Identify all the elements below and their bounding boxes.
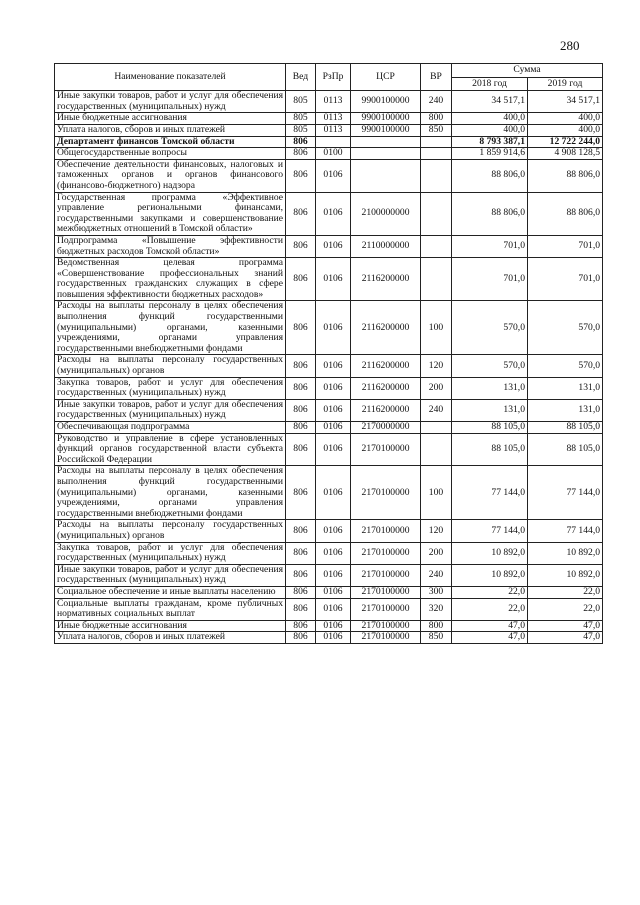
table-row [55,422,603,434]
row-sum-2018: 1 859 914,6 [452,148,528,160]
row-csr: 2170100000 [351,620,421,632]
row-sum-2019: 47,0 [528,620,603,632]
row-vr: 120 [421,520,452,542]
page-number: 280 [560,38,580,53]
row-vr [421,159,452,192]
row-vr: 100 [421,466,452,520]
row-vr: 240 [421,564,452,586]
row-name: Ведомственная целевая программа «Совершенствование профессиональных знаний государственных гражданских служащих в сфере повышения эффективности бюджетных расходов» [55,258,286,301]
row-rzpr: 0106 [316,377,351,399]
table-row [55,586,603,598]
row-vr: 850 [421,124,452,136]
row-name: Расходы на выплаты персоналу в целях обеспечения выполнения функций государственными (муниципальными) органами, казенными учреждениями, органами управления государственными внебюджетными фондами [55,466,286,520]
row-ved: 806 [286,148,316,160]
table-row [55,301,603,355]
row-vr: 320 [421,598,452,620]
row-csr: 2170100000 [351,466,421,520]
row-ved: 806 [286,355,316,377]
row-csr: 2116200000 [351,399,421,421]
row-vr [421,433,452,466]
row-vr: 300 [421,586,452,598]
header-ved: Вед [286,64,316,91]
row-name: Уплата налогов, сборов и иных платежей [55,632,286,644]
row-csr: 2100000000 [351,192,421,235]
row-ved: 806 [286,632,316,644]
row-rzpr [316,136,351,148]
table-row [55,598,603,620]
row-vr: 240 [421,399,452,421]
row-vr: 100 [421,301,452,355]
row-sum-2019: 10 892,0 [528,542,603,564]
table-row [55,620,603,632]
row-ved: 806 [286,586,316,598]
table-row [55,124,603,136]
table-row [55,377,603,399]
table-row [55,466,603,520]
row-rzpr: 0106 [316,159,351,192]
row-rzpr: 0106 [316,433,351,466]
row-sum-2019: 88 105,0 [528,433,603,466]
row-sum-2018: 8 793 387,1 [452,136,528,148]
row-ved: 805 [286,124,316,136]
row-sum-2019: 22,0 [528,598,603,620]
row-sum-2019: 4 908 128,5 [528,148,603,160]
row-sum-2019: 400,0 [528,113,603,125]
row-name: Иные закупки товаров, работ и услуг для обеспечения государственных (муниципальных) нужд [55,564,286,586]
row-sum-2018: 701,0 [452,258,528,301]
row-sum-2018: 22,0 [452,598,528,620]
row-name: Закупка товаров, работ и услуг для обеспечения государственных (муниципальных) нужд [55,377,286,399]
row-rzpr: 0106 [316,520,351,542]
table-row [55,113,603,125]
table-row [55,136,603,148]
row-sum-2018: 88 806,0 [452,159,528,192]
row-ved: 805 [286,113,316,125]
table-row [55,91,603,113]
row-rzpr: 0113 [316,124,351,136]
row-ved: 806 [286,520,316,542]
row-csr: 2116200000 [351,377,421,399]
row-name: Социальные выплаты гражданам, кроме публичных нормативных социальных выплат [55,598,286,620]
row-ved: 806 [286,422,316,434]
table-body [55,91,603,644]
row-sum-2018: 400,0 [452,113,528,125]
row-vr: 850 [421,632,452,644]
row-sum-2018: 88 105,0 [452,433,528,466]
row-rzpr: 0113 [316,91,351,113]
row-vr: 120 [421,355,452,377]
table-row [55,148,603,160]
row-csr: 2116200000 [351,301,421,355]
row-csr: 9900100000 [351,124,421,136]
row-name: Иные бюджетные ассигнования [55,620,286,632]
row-rzpr: 0106 [316,399,351,421]
row-sum-2019: 701,0 [528,258,603,301]
row-sum-2018: 47,0 [452,632,528,644]
row-vr: 240 [421,91,452,113]
row-ved: 806 [286,258,316,301]
header-2019: 2019 год [528,77,603,91]
row-csr [351,148,421,160]
table-row [55,192,603,235]
table-row [55,159,603,192]
row-sum-2018: 77 144,0 [452,466,528,520]
row-ved: 806 [286,598,316,620]
row-ved: 806 [286,466,316,520]
row-rzpr: 0106 [316,466,351,520]
row-csr: 2110000000 [351,235,421,257]
row-vr [421,148,452,160]
row-sum-2018: 131,0 [452,377,528,399]
row-sum-2019: 77 144,0 [528,466,603,520]
row-name: Иные закупки товаров, работ и услуг для обеспечения государственных (муниципальных) нужд [55,399,286,421]
row-sum-2019: 701,0 [528,235,603,257]
budget-table [54,63,603,644]
row-rzpr: 0106 [316,422,351,434]
row-name: Общегосударственные вопросы [55,148,286,160]
row-vr [421,136,452,148]
table-row [55,632,603,644]
row-sum-2019: 22,0 [528,586,603,598]
row-sum-2018: 34 517,1 [452,91,528,113]
row-ved: 806 [286,136,316,148]
row-sum-2018: 88 806,0 [452,192,528,235]
row-name: Департамент финансов Томской области [55,136,286,148]
row-vr: 800 [421,620,452,632]
row-name: Обеспечение деятельности финансовых, налоговых и таможенных органов и органов финансового (финансово-бюджетного) надзора [55,159,286,192]
row-rzpr: 0106 [316,586,351,598]
row-vr: 200 [421,377,452,399]
row-sum-2018: 10 892,0 [452,564,528,586]
row-sum-2018: 77 144,0 [452,520,528,542]
row-ved: 806 [286,159,316,192]
row-sum-2018: 10 892,0 [452,542,528,564]
header-2018: 2018 год [452,77,528,91]
row-rzpr: 0106 [316,620,351,632]
row-sum-2019: 88 105,0 [528,422,603,434]
row-sum-2018: 570,0 [452,355,528,377]
row-ved: 806 [286,301,316,355]
row-csr: 2170100000 [351,520,421,542]
row-name: Закупка товаров, работ и услуг для обеспечения государственных (муниципальных) нужд [55,542,286,564]
row-name: Обеспечивающая подпрограмма [55,422,286,434]
row-sum-2018: 400,0 [452,124,528,136]
row-csr [351,136,421,148]
row-csr: 2170000000 [351,422,421,434]
row-ved: 806 [286,399,316,421]
row-sum-2019: 12 722 244,0 [528,136,603,148]
row-name: Иные закупки товаров, работ и услуг для обеспечения государственных (муниципальных) нужд [55,91,286,113]
row-ved: 805 [286,91,316,113]
table-row [55,564,603,586]
table-row [55,399,603,421]
row-rzpr: 0106 [316,542,351,564]
row-sum-2018: 47,0 [452,620,528,632]
row-rzpr: 0106 [316,564,351,586]
row-sum-2019: 131,0 [528,399,603,421]
row-sum-2019: 34 517,1 [528,91,603,113]
row-vr: 800 [421,113,452,125]
row-sum-2019: 88 806,0 [528,159,603,192]
row-vr [421,422,452,434]
table-row [55,520,603,542]
row-csr: 2170100000 [351,632,421,644]
row-sum-2018: 701,0 [452,235,528,257]
row-rzpr: 0100 [316,148,351,160]
row-ved: 806 [286,192,316,235]
row-csr: 9900100000 [351,91,421,113]
header-rzpr: РзПр [316,64,351,91]
row-csr: 2170100000 [351,564,421,586]
row-sum-2018: 131,0 [452,399,528,421]
row-name: Расходы на выплаты персоналу государственных (муниципальных) органов [55,520,286,542]
row-sum-2019: 10 892,0 [528,564,603,586]
row-vr: 200 [421,542,452,564]
row-name: Расходы на выплаты персоналу государственных (муниципальных) органов [55,355,286,377]
row-sum-2019: 77 144,0 [528,520,603,542]
row-csr: 2116200000 [351,258,421,301]
row-vr [421,192,452,235]
row-sum-2019: 570,0 [528,301,603,355]
row-csr: 2170100000 [351,433,421,466]
row-sum-2019: 88 806,0 [528,192,603,235]
header-vr: ВР [421,64,452,91]
row-rzpr: 0113 [316,113,351,125]
row-rzpr: 0106 [316,355,351,377]
row-name: Иные бюджетные ассигнования [55,113,286,125]
row-vr [421,258,452,301]
row-name: Подпрограмма «Повышение эффективности бюджетных расходов Томской области» [55,235,286,257]
row-csr [351,159,421,192]
row-name: Расходы на выплаты персоналу в целях обеспечения выполнения функций государственными (муниципальными) органами, казенными учреждениями, органами управления государственными внебюджетными фондами [55,301,286,355]
row-rzpr: 0106 [316,258,351,301]
row-csr: 2170100000 [351,586,421,598]
header-csr: ЦСР [351,64,421,91]
row-rzpr: 0106 [316,301,351,355]
table-row [55,258,603,301]
row-name: Руководство и управление в сфере установленных функций органов государственной власти субъекта Российской Федерации [55,433,286,466]
row-sum-2018: 88 105,0 [452,422,528,434]
row-ved: 806 [286,620,316,632]
row-name: Государственная программа «Эффективное управление региональными финансами, государственными закупками и совершенствование межбюджетных отношений в Томской области» [55,192,286,235]
row-ved: 806 [286,433,316,466]
row-name: Уплата налогов, сборов и иных платежей [55,124,286,136]
table-row [55,235,603,257]
row-csr: 2170100000 [351,542,421,564]
row-sum-2019: 131,0 [528,377,603,399]
table-row [55,542,603,564]
row-rzpr: 0106 [316,598,351,620]
row-ved: 806 [286,235,316,257]
row-sum-2019: 400,0 [528,124,603,136]
row-name: Социальное обеспечение и иные выплаты населению [55,586,286,598]
row-csr: 2116200000 [351,355,421,377]
row-ved: 806 [286,542,316,564]
row-csr: 9900100000 [351,113,421,125]
row-sum-2018: 22,0 [452,586,528,598]
header-sum: Сумма [452,64,603,78]
row-sum-2018: 570,0 [452,301,528,355]
row-rzpr: 0106 [316,192,351,235]
row-sum-2019: 47,0 [528,632,603,644]
table-row [55,433,603,466]
row-sum-2019: 570,0 [528,355,603,377]
row-ved: 806 [286,564,316,586]
row-vr [421,235,452,257]
row-rzpr: 0106 [316,235,351,257]
row-ved: 806 [286,377,316,399]
table-row [55,355,603,377]
row-rzpr: 0106 [316,632,351,644]
header-name: Наименование показателей [55,64,286,91]
row-csr: 2170100000 [351,598,421,620]
